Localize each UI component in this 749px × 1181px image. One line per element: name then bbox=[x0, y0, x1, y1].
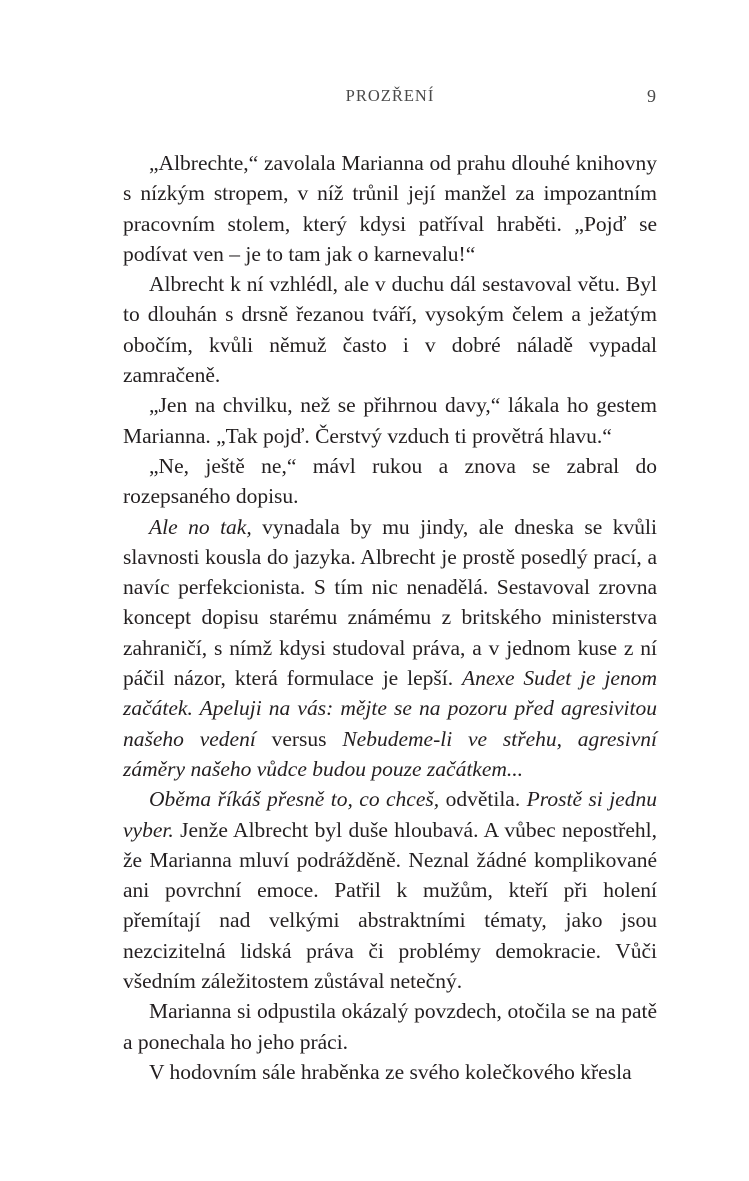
italic-run: Nebudeme-li ve střehu, agresivní záměry našeho vůdce budou pouze začátkem... bbox=[123, 726, 658, 781]
text-run: odvětila. bbox=[439, 787, 527, 812]
text-run: V hodovním sále hraběnka ze svého kolečkového křesla bbox=[149, 1059, 632, 1084]
text-run: „Jen na chvilku, než se přihrnou davy,“ lákala ho gestem Marianna. „Tak pojď. Čerstvý vzduch ti provětrá hlavu.“ bbox=[123, 393, 657, 448]
italic-run: Ale no tak, bbox=[149, 514, 252, 539]
italic-run: Oběma říkáš přesně to, co chceš, bbox=[149, 787, 440, 812]
paragraph bbox=[123, 451, 657, 512]
text-run: versus bbox=[255, 726, 343, 751]
paragraph bbox=[123, 512, 657, 785]
paragraph bbox=[123, 148, 657, 269]
text-run: vynadala by mu jindy, ale dneska se kvůli slavnosti kousla do jazyka. Albrecht je prostě posedlý prací, a navíc perfekcionista. S tím nic nenadělá. Sestavoval zrovna koncept dopisu starému známému z britského ministerstva zahraničí, s nímž kdysi studoval práva, a v jednom kuse z ní páčil názor, která formulace je lepší. bbox=[123, 514, 657, 691]
italic-run: Prostě si jednu vyber. bbox=[123, 787, 657, 842]
text-run: „Albrechte,“ zavolala Marianna od prahu dlouhé knihovny s nízkým stropem, v níž trůnil její manžel za impozantním pracovním stolem, který kdysi patříval hraběti. „Pojď se podívat ven – je to tam jak o karnevalu!“ bbox=[123, 151, 657, 266]
text-run: Marianna si odpustila okázalý povzdech, otočila se na patě a ponechala ho jeho práci. bbox=[123, 999, 657, 1054]
text-body bbox=[123, 148, 657, 1087]
running-header bbox=[0, 86, 749, 108]
text-run: „Ne, ještě ne,“ mávl rukou a znova se zabral do rozepsaného dopisu. bbox=[123, 453, 657, 509]
paragraph bbox=[123, 1057, 657, 1087]
paragraph bbox=[123, 996, 657, 1057]
text-run: Albrecht k ní vzhlédl, ale v duchu dál sestavoval větu. Byl to dlouhán s drsně řezanou tváří, vysokým čelem a ježatým obočím, kvůli němuž často i v dobré náladě vypadal zamračeně. bbox=[123, 272, 657, 388]
text-run: Jenže Albrecht byl duše hloubavá. A vůbec nepostřehl, že Marianna mluví podrážděně. Neznal žádné komplikované ani povrchní emoce. Patřil k mužům, kteří při holení přemítají nad velkými abstraktními tématy, jako jsou nezcizitelná lidská práva či problémy demokracie. Vůči všedním záležitostem zůstával netečný. bbox=[123, 817, 657, 994]
italic-run: Anexe Sudet je jenom začátek. Apeluji na vás: mějte se na pozoru před agresivitou našeho vedení bbox=[123, 666, 658, 751]
paragraph bbox=[123, 784, 657, 996]
running-title: PROZŘENÍ bbox=[345, 86, 435, 105]
page-number: 9 bbox=[647, 86, 656, 106]
paragraph bbox=[123, 390, 657, 451]
paragraph bbox=[123, 269, 657, 390]
